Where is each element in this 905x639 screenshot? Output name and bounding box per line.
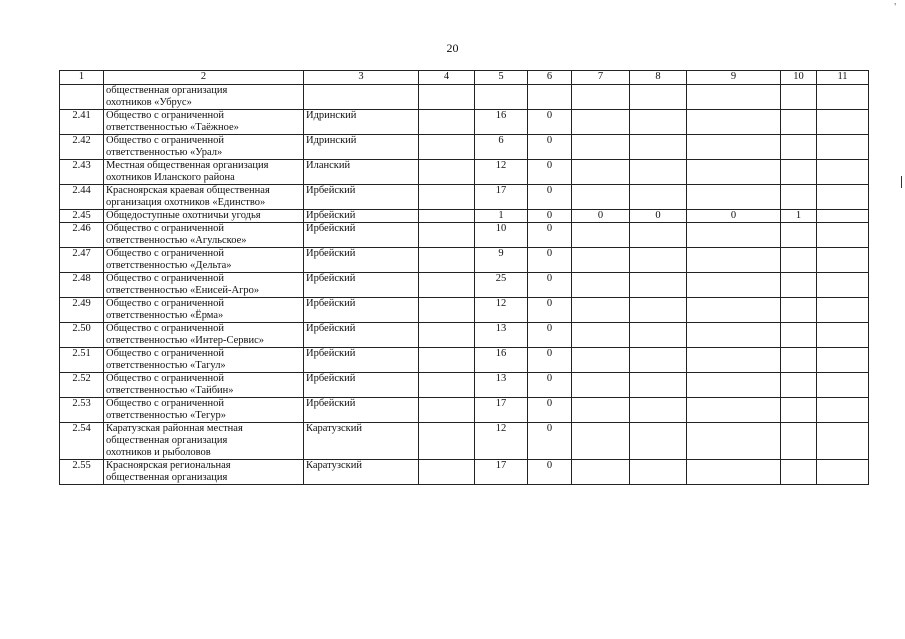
row-number: 2.51 xyxy=(60,348,104,373)
value-cell-col6: 0 xyxy=(528,160,572,185)
table-row xyxy=(60,373,869,398)
organization-name-line: Общество с ограниченной xyxy=(106,223,224,234)
value-cell-col9 xyxy=(687,110,781,135)
value-cell-col11 xyxy=(817,460,869,485)
value-cell-col7 xyxy=(572,348,630,373)
value-cell-col10 xyxy=(781,423,817,460)
value-cell-col11 xyxy=(817,185,869,210)
value-cell-col7 xyxy=(572,460,630,485)
value-cell-col7 xyxy=(572,135,630,160)
table-row xyxy=(60,423,869,460)
value-cell-col8 xyxy=(630,85,687,110)
organization-name xyxy=(104,223,304,248)
row-number: 2.48 xyxy=(60,273,104,298)
organization-name xyxy=(104,160,304,185)
value-cell-col6: 0 xyxy=(528,135,572,160)
value-cell-col8 xyxy=(630,273,687,298)
value-cell-col8 xyxy=(630,110,687,135)
value-cell-col7 xyxy=(572,298,630,323)
value-cell-col10 xyxy=(781,460,817,485)
value-cell-col9 xyxy=(687,248,781,273)
value-cell-col9 xyxy=(687,298,781,323)
value-cell-col10 xyxy=(781,323,817,348)
table-row xyxy=(60,298,869,323)
value-cell-col10: 1 xyxy=(781,210,817,223)
value-cell-col4 xyxy=(419,348,475,373)
value-cell-col6: 0 xyxy=(528,185,572,210)
value-cell-col11 xyxy=(817,135,869,160)
value-cell-col5: 25 xyxy=(475,273,528,298)
district-cell: Ирбейский xyxy=(304,273,419,298)
value-cell-col9 xyxy=(687,348,781,373)
value-cell-col11 xyxy=(817,323,869,348)
value-cell-col7 xyxy=(572,160,630,185)
value-cell-col10 xyxy=(781,185,817,210)
organization-name-line: Общество с ограниченной xyxy=(106,135,224,146)
organization-name-line: Местная общественная организация xyxy=(106,160,269,171)
column-header: 1 xyxy=(60,71,104,85)
organization-name xyxy=(104,323,304,348)
organization-name-line: ответственностью «Таёжное» xyxy=(106,122,239,133)
value-cell-col4 xyxy=(419,160,475,185)
value-cell-col5: 12 xyxy=(475,160,528,185)
district-cell: Ирбейский xyxy=(304,298,419,323)
column-header: 4 xyxy=(419,71,475,85)
organization-name-line: Общество с ограниченной xyxy=(106,298,224,309)
value-cell-col7 xyxy=(572,223,630,248)
value-cell-col4 xyxy=(419,110,475,135)
organization-name-line: охотников Иланского района xyxy=(106,172,235,183)
value-cell-col11 xyxy=(817,248,869,273)
value-cell-col11 xyxy=(817,398,869,423)
row-number: 2.47 xyxy=(60,248,104,273)
value-cell-col9 xyxy=(687,423,781,460)
district-cell: Ирбейский xyxy=(304,223,419,248)
value-cell-col10 xyxy=(781,160,817,185)
row-number xyxy=(60,85,104,110)
column-header: 9 xyxy=(687,71,781,85)
organization-name-line: ответственностью «Дельта» xyxy=(106,260,232,271)
value-cell-col10 xyxy=(781,373,817,398)
value-cell-col7 xyxy=(572,323,630,348)
value-cell-col8 xyxy=(630,460,687,485)
organization-name-line: Общедоступные охотничьи угодья xyxy=(106,210,261,221)
organization-name-line: ответственностью «Агульское» xyxy=(106,235,247,246)
district-cell: Ирбейский xyxy=(304,248,419,273)
organization-name-line: ответственностью «Тагул» xyxy=(106,360,226,371)
value-cell-col7 xyxy=(572,373,630,398)
value-cell-col5: 10 xyxy=(475,223,528,248)
value-cell-col6: 0 xyxy=(528,423,572,460)
value-cell-col8 xyxy=(630,185,687,210)
district-cell: Каратузский xyxy=(304,460,419,485)
table-header xyxy=(60,71,869,85)
organization-name xyxy=(104,273,304,298)
table-row xyxy=(60,85,869,110)
value-cell-col4 xyxy=(419,273,475,298)
value-cell-col7 xyxy=(572,273,630,298)
table-row xyxy=(60,185,869,210)
district-cell: Ирбейский xyxy=(304,185,419,210)
value-cell-col5: 13 xyxy=(475,373,528,398)
value-cell-col11 xyxy=(817,273,869,298)
row-number: 2.44 xyxy=(60,185,104,210)
value-cell-col4 xyxy=(419,298,475,323)
district-cell: Ирбейский xyxy=(304,210,419,223)
table-row xyxy=(60,135,869,160)
value-cell-col9 xyxy=(687,273,781,298)
organization-name xyxy=(104,423,304,460)
organization-name-line: ответственностью «Урал» xyxy=(106,147,223,158)
value-cell-col4 xyxy=(419,373,475,398)
value-cell-col9 xyxy=(687,185,781,210)
row-number: 2.52 xyxy=(60,373,104,398)
row-number: 2.53 xyxy=(60,398,104,423)
value-cell-col6: 0 xyxy=(528,223,572,248)
district-cell: Идринский xyxy=(304,110,419,135)
value-cell-col6: 0 xyxy=(528,460,572,485)
organization-name-line: общественная организация xyxy=(106,85,228,96)
value-cell-col4 xyxy=(419,323,475,348)
organization-name xyxy=(104,373,304,398)
value-cell-col5: 16 xyxy=(475,110,528,135)
organization-name xyxy=(104,348,304,373)
row-number: 2.41 xyxy=(60,110,104,135)
row-number: 2.54 xyxy=(60,423,104,460)
organization-name xyxy=(104,398,304,423)
corner-mark: ' xyxy=(894,2,896,13)
page-number: 20 xyxy=(446,41,459,55)
value-cell-col4 xyxy=(419,248,475,273)
table-row xyxy=(60,110,869,135)
value-cell-col6: 0 xyxy=(528,110,572,135)
organization-name-line: организация охотников «Единство» xyxy=(106,197,266,208)
value-cell-col11 xyxy=(817,85,869,110)
value-cell-col8 xyxy=(630,348,687,373)
organization-name-line: Каратузская районная местная xyxy=(106,423,243,434)
value-cell-col7 xyxy=(572,85,630,110)
value-cell-col8 xyxy=(630,248,687,273)
value-cell-col8 xyxy=(630,135,687,160)
district-cell: Ирбейский xyxy=(304,323,419,348)
row-number: 2.49 xyxy=(60,298,104,323)
organization-name-line: Общество с ограниченной xyxy=(106,348,224,359)
value-cell-col10 xyxy=(781,110,817,135)
value-cell-col11 xyxy=(817,423,869,460)
column-header: 6 xyxy=(528,71,572,85)
value-cell-col4 xyxy=(419,135,475,160)
organization-name-line: общественная организация xyxy=(106,435,228,446)
row-number: 2.55 xyxy=(60,460,104,485)
value-cell-col10 xyxy=(781,135,817,160)
value-cell-col4 xyxy=(419,423,475,460)
value-cell-col9 xyxy=(687,323,781,348)
organization-name-line: Общество с ограниченной xyxy=(106,110,224,121)
value-cell-col11 xyxy=(817,373,869,398)
organization-name-line: Красноярская региональная xyxy=(106,460,231,471)
organization-name-line: охотников «Убрус» xyxy=(106,97,192,108)
column-header: 3 xyxy=(304,71,419,85)
organization-name-line: ответственностью «Тайбин» xyxy=(106,385,234,396)
value-cell-col8 xyxy=(630,323,687,348)
value-cell-col9 xyxy=(687,85,781,110)
organization-name-line: Красноярская краевая общественная xyxy=(106,185,270,196)
district-cell: Ирбейский xyxy=(304,373,419,398)
district-cell: Идринский xyxy=(304,135,419,160)
value-cell-col9 xyxy=(687,223,781,248)
value-cell-col11 xyxy=(817,348,869,373)
value-cell-col10 xyxy=(781,223,817,248)
value-cell-col4 xyxy=(419,460,475,485)
organization-name xyxy=(104,298,304,323)
value-cell-col10 xyxy=(781,398,817,423)
value-cell-col6: 0 xyxy=(528,273,572,298)
value-cell-col4 xyxy=(419,398,475,423)
value-cell-col9: 0 xyxy=(687,210,781,223)
table-row xyxy=(60,248,869,273)
table-row xyxy=(60,223,869,248)
value-cell-col11 xyxy=(817,298,869,323)
value-cell-col10 xyxy=(781,248,817,273)
value-cell-col5: 13 xyxy=(475,323,528,348)
value-cell-col7 xyxy=(572,185,630,210)
value-cell-col10 xyxy=(781,348,817,373)
edge-mark xyxy=(901,176,902,188)
value-cell-col5: 17 xyxy=(475,460,528,485)
organization-name-line: Общество с ограниченной xyxy=(106,273,224,284)
value-cell-col7 xyxy=(572,398,630,423)
value-cell-col11 xyxy=(817,160,869,185)
value-cell-col7 xyxy=(572,110,630,135)
value-cell-col6 xyxy=(528,85,572,110)
column-header: 7 xyxy=(572,71,630,85)
district-cell xyxy=(304,85,419,110)
value-cell-col10 xyxy=(781,273,817,298)
value-cell-col8 xyxy=(630,223,687,248)
organization-name-line: Общество с ограниченной xyxy=(106,248,224,259)
value-cell-col6: 0 xyxy=(528,398,572,423)
value-cell-col8 xyxy=(630,160,687,185)
district-cell: Каратузский xyxy=(304,423,419,460)
column-header: 2 xyxy=(104,71,304,85)
table-row xyxy=(60,210,869,223)
value-cell-col6: 0 xyxy=(528,323,572,348)
value-cell-col8 xyxy=(630,298,687,323)
value-cell-col6: 0 xyxy=(528,348,572,373)
value-cell-col6: 0 xyxy=(528,210,572,223)
value-cell-col8 xyxy=(630,398,687,423)
organization-name xyxy=(104,460,304,485)
column-header: 10 xyxy=(781,71,817,85)
column-header: 11 xyxy=(817,71,869,85)
organization-name xyxy=(104,135,304,160)
district-cell: Ирбейский xyxy=(304,398,419,423)
organization-name-line: Общество с ограниченной xyxy=(106,398,224,409)
value-cell-col8 xyxy=(630,373,687,398)
table-row xyxy=(60,273,869,298)
value-cell-col5: 16 xyxy=(475,348,528,373)
value-cell-col6: 0 xyxy=(528,373,572,398)
organization-name-line: ответственностью «Тегур» xyxy=(106,410,227,421)
organization-name-line: Общество с ограниченной xyxy=(106,323,224,334)
organization-name xyxy=(104,248,304,273)
organization-name xyxy=(104,210,304,223)
column-header: 8 xyxy=(630,71,687,85)
value-cell-col6: 0 xyxy=(528,248,572,273)
row-number: 2.45 xyxy=(60,210,104,223)
header-row xyxy=(60,71,869,85)
table-row xyxy=(60,398,869,423)
register-table xyxy=(59,70,869,485)
value-cell-col5: 12 xyxy=(475,298,528,323)
row-number: 2.50 xyxy=(60,323,104,348)
organization-name-line: ответственностью «Ёрма» xyxy=(106,310,224,321)
value-cell-col9 xyxy=(687,398,781,423)
value-cell-col5: 9 xyxy=(475,248,528,273)
row-number: 2.43 xyxy=(60,160,104,185)
value-cell-col5: 1 xyxy=(475,210,528,223)
district-cell: Иланский xyxy=(304,160,419,185)
district-cell: Ирбейский xyxy=(304,348,419,373)
organization-name xyxy=(104,110,304,135)
value-cell-col7: 0 xyxy=(572,210,630,223)
value-cell-col8 xyxy=(630,423,687,460)
value-cell-col5: 12 xyxy=(475,423,528,460)
table-row xyxy=(60,323,869,348)
value-cell-col11 xyxy=(817,223,869,248)
value-cell-col9 xyxy=(687,373,781,398)
row-number: 2.42 xyxy=(60,135,104,160)
value-cell-col4 xyxy=(419,185,475,210)
value-cell-col7 xyxy=(572,423,630,460)
value-cell-col9 xyxy=(687,160,781,185)
table-row xyxy=(60,348,869,373)
organization-name-line: Общество с ограниченной xyxy=(106,373,224,384)
column-header: 5 xyxy=(475,71,528,85)
value-cell-col8: 0 xyxy=(630,210,687,223)
value-cell-col5: 6 xyxy=(475,135,528,160)
value-cell-col5: 17 xyxy=(475,185,528,210)
row-number: 2.46 xyxy=(60,223,104,248)
value-cell-col4 xyxy=(419,223,475,248)
table-row xyxy=(60,160,869,185)
value-cell-col9 xyxy=(687,460,781,485)
organization-name xyxy=(104,185,304,210)
organization-name-line: общественная организация xyxy=(106,472,228,483)
value-cell-col10 xyxy=(781,298,817,323)
value-cell-col10 xyxy=(781,85,817,110)
value-cell-col6: 0 xyxy=(528,298,572,323)
value-cell-col9 xyxy=(687,135,781,160)
table-row xyxy=(60,460,869,485)
value-cell-col11 xyxy=(817,110,869,135)
value-cell-col11 xyxy=(817,210,869,223)
table-body xyxy=(60,85,869,485)
value-cell-col4 xyxy=(419,210,475,223)
organization-name-line: ответственностью «Енисей-Агро» xyxy=(106,285,260,296)
value-cell-col5: 17 xyxy=(475,398,528,423)
value-cell-col5 xyxy=(475,85,528,110)
organization-name-line: охотников и рыболовов xyxy=(106,447,211,458)
value-cell-col7 xyxy=(572,248,630,273)
value-cell-col4 xyxy=(419,85,475,110)
organization-name-line: ответственностью «Интер-Сервис» xyxy=(106,335,265,346)
organization-name xyxy=(104,85,304,110)
